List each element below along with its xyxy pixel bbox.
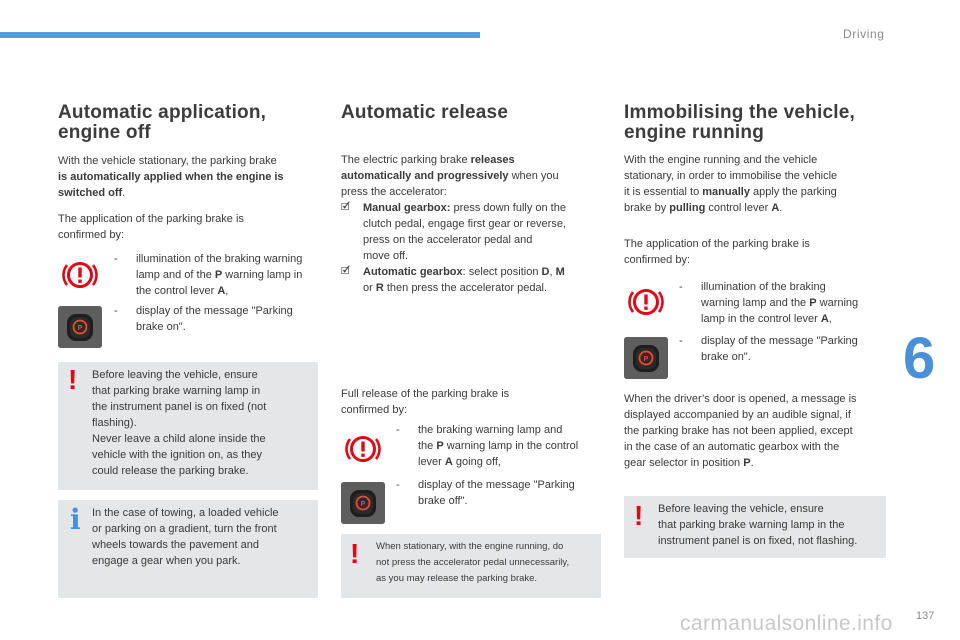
pointer-icon: 🗹: [341, 202, 350, 213]
parking-brake-switch-icon: [341, 482, 385, 524]
parking-brake-switch-icon: [58, 306, 102, 348]
warning-note-leaving-vehicle: ! Before leaving the vehicle, ensure that parking brake warning lamp in the instrument panel is on fixed (not flashing). Never leave a child alone inside the vehicle with the ignition on, as they could release the parking brake.: [58, 362, 318, 490]
svg-text:P: P: [643, 356, 649, 363]
heading-automatic-application: Automatic application, engine off: [58, 102, 267, 143]
brake-warning-lamp-icon: [624, 281, 668, 323]
brake-warning-lamp-icon: [58, 254, 102, 296]
full-release-text: Full release of the parking brake is confirmed by:: [341, 388, 510, 416]
warning-exclamation-icon: !: [634, 500, 644, 531]
release-intro-text: The electric parking brake releases automatically and progressively when you press the accelerator:: [341, 154, 559, 198]
warning-note-accelerator: ! When stationary, with the engine running, do not press the accelerator pedal unnecessarily, as you may release the parking brake.: [341, 534, 601, 598]
list-item-manual-gearbox: 🗹 Manual gearbox: press down fully on the clutch pedal, engage first gear or reverse, press on the accelerator pedal and move off.: [341, 202, 567, 262]
heading-automatic-release: Automatic release: [341, 102, 509, 123]
warning-exclamation-icon: !: [350, 538, 360, 569]
brake-warning-lamp-icon: [341, 428, 385, 470]
confirm-text: The application of the parking brake is confirmed by:: [58, 213, 244, 241]
pointer-icon: 🗹: [341, 266, 350, 277]
chapter-number: 6: [903, 326, 936, 391]
release-steps-list: [341, 200, 603, 296]
svg-text:P: P: [77, 325, 83, 332]
list-item-automatic-gearbox: 🗹 Automatic gearbox: select position D, M or R then press the accelerator pedal.: [341, 266, 565, 294]
warning-exclamation-icon: !: [68, 364, 78, 395]
heading-immobilising: Immobilising the vehicle, engine running: [624, 102, 855, 143]
confirm-text: The application of the parking brake is confirmed by:: [624, 238, 810, 266]
parking-brake-switch-icon: [624, 337, 668, 379]
intro-text: With the vehicle stationary, the parking brake is automatically applied when the engine is switched off.: [58, 155, 284, 199]
door-open-text: When the driver’s door is opened, a message is displayed accompanied by an audible signal, if the parking brake has not been applied, except in the case of an automatic gearbox with the gear selector in position P.: [624, 393, 857, 469]
section-title: Driving: [843, 27, 885, 41]
top-accent-bar: [0, 32, 480, 38]
page-number: 137: [916, 610, 935, 622]
warning-note-lamp-fixed: ! Before leaving the vehicle, ensure that parking brake warning lamp in the instrument panel is on fixed, not flashing.: [624, 496, 886, 558]
immobilise-intro-text: With the engine running and the vehicle stationary, in order to immobilise the vehicle it is essential to manually apply the parking brake by pulling control lever A.: [624, 154, 838, 214]
svg-text:P: P: [360, 501, 366, 508]
watermark: carmanualsonline.info: [680, 612, 893, 635]
info-icon: i: [70, 503, 81, 536]
info-note-towing: i In the case of towing, a loaded vehicle or parking on a gradient, turn the front wheels towards the pavement and engage a gear when you park.: [58, 500, 318, 598]
